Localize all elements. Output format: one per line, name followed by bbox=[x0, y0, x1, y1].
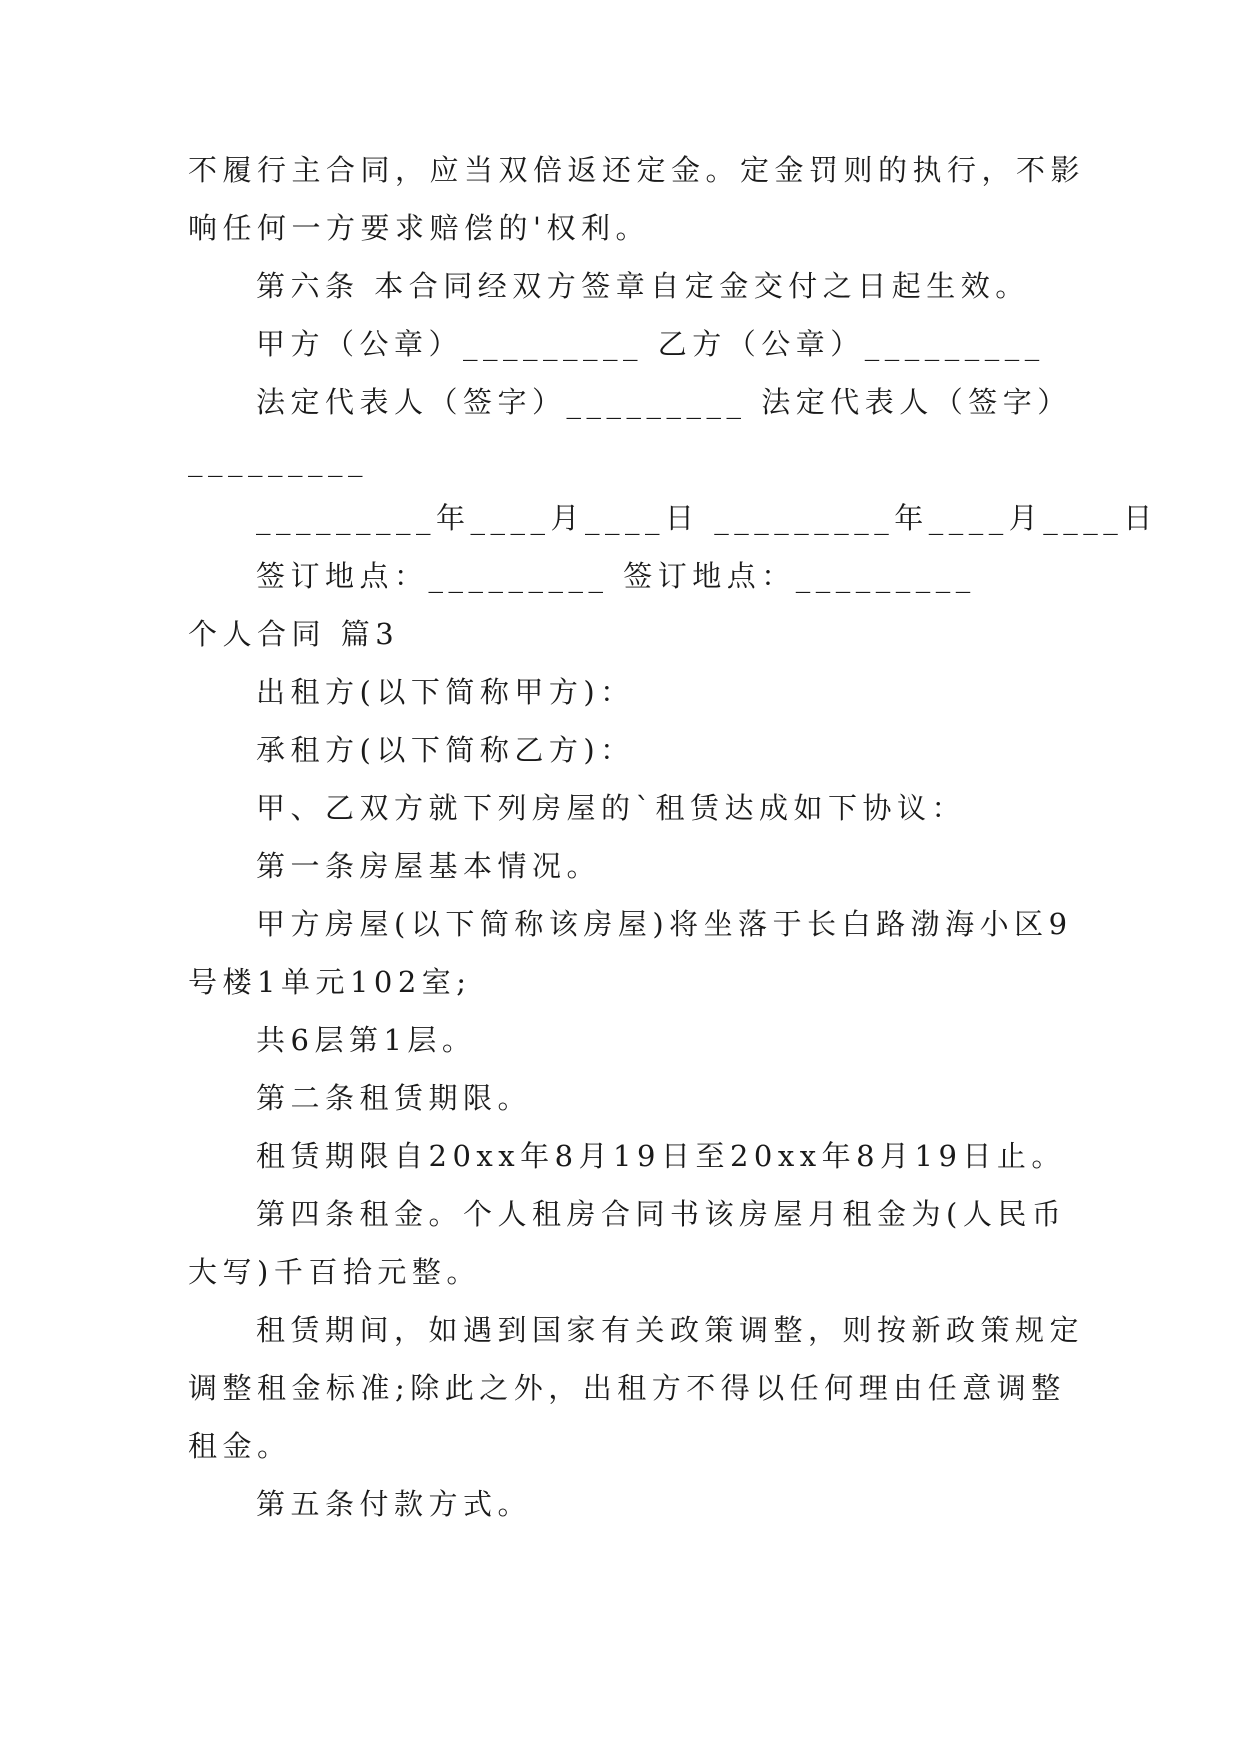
text-line: _________年____月____日 _________年____月____日 bbox=[256, 501, 1158, 535]
text-line: 出租方(以下简称甲方)： bbox=[256, 675, 635, 709]
text-line: 租金。 bbox=[188, 1429, 292, 1463]
text-line: 甲方房屋(以下简称该房屋)将坐落于长白路渤海小区9 bbox=[256, 907, 1073, 941]
text-line: 响任何一方要求赔偿的'权利。 bbox=[188, 211, 650, 245]
text-line: 共6层第1层。 bbox=[256, 1023, 477, 1057]
text-line: 租赁期间，如遇到国家有关政策调整，则按新政策规定 bbox=[256, 1313, 1085, 1347]
section-heading: 个人合同 篇3 bbox=[188, 617, 400, 651]
text-line: 第二条租赁期限。 bbox=[256, 1081, 533, 1115]
text-line: 调整租金标准;除此之外，出租方不得以任何理由任意调整 bbox=[188, 1371, 1066, 1405]
text-line: 甲方（公章）_________ 乙方（公章）_________ bbox=[256, 327, 1045, 361]
text-line: 第六条 本合同经双方签章自定金交付之日起生效。 bbox=[256, 269, 1030, 303]
text-line: 承租方(以下简称乙方)： bbox=[256, 733, 635, 767]
text-line: 法定代表人（签字）_________ 法定代表人（签字） bbox=[256, 385, 1072, 419]
text-line: 不履行主合同，应当双倍返还定金。定金罚则的执行，不影 bbox=[188, 153, 1086, 187]
text-line: 租赁期限自20xx年8月19日至20xx年8月19日止。 bbox=[256, 1139, 1066, 1173]
text-line: 号楼1单元102室; bbox=[188, 965, 472, 999]
text-line: _________ bbox=[188, 443, 368, 477]
text-line: 第五条付款方式。 bbox=[256, 1487, 533, 1521]
text-line: 大写)千百拾元整。 bbox=[188, 1255, 481, 1289]
text-line: 第四条租金。个人租房合同书该房屋月租金为(人民币 bbox=[256, 1197, 1067, 1231]
text-line: 签订地点：_________ 签订地点：_________ bbox=[256, 559, 976, 593]
text-line: 甲、乙双方就下列房屋的`租赁达成如下协议： bbox=[256, 791, 967, 825]
text-line: 第一条房屋基本情况。 bbox=[256, 849, 602, 883]
